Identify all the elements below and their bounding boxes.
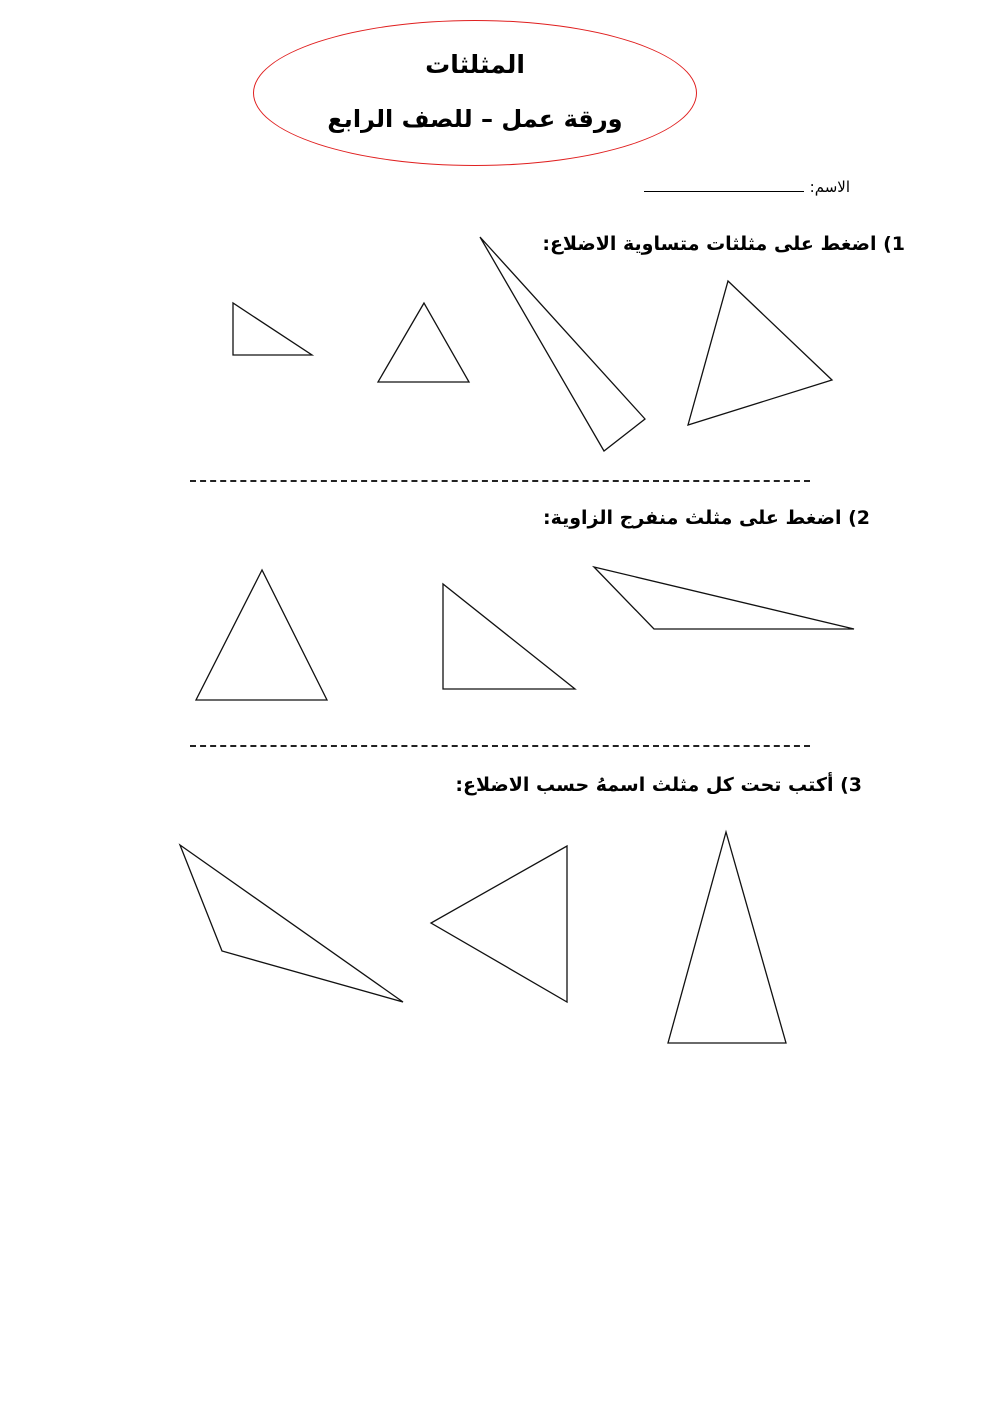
q3-triangle-isosceles-sideways[interactable] xyxy=(431,846,567,1002)
q1-triangle-right[interactable] xyxy=(233,303,312,355)
q1-triangle-large[interactable] xyxy=(688,281,832,425)
student-name-label: الاسم: xyxy=(809,178,850,196)
q3-triangle-isosceles-tall[interactable] xyxy=(668,832,786,1043)
q3-triangle-scalene[interactable] xyxy=(180,845,403,1002)
page-title: المثلثات xyxy=(425,50,525,79)
q2-triangle-obtuse[interactable] xyxy=(594,567,854,629)
q2-triangle-acute[interactable] xyxy=(196,570,327,700)
question-3-text: 3) أكتب تحت كل مثلث اسمهُ حسب الاضلاع: xyxy=(455,774,862,796)
q1-triangle-thin-obtuse[interactable] xyxy=(480,237,645,451)
q2-triangle-right[interactable] xyxy=(443,584,575,689)
page-subtitle: ورقة عمل – للصف الرابع xyxy=(327,105,623,133)
q1-triangle-equilateral-small[interactable] xyxy=(378,303,469,382)
question-2-text: 2) اضغط على مثلث منفرج الزاوية: xyxy=(542,507,870,529)
question-1-text: 1) اضغط على مثلثات متساوية الاضلاع: xyxy=(542,233,905,255)
